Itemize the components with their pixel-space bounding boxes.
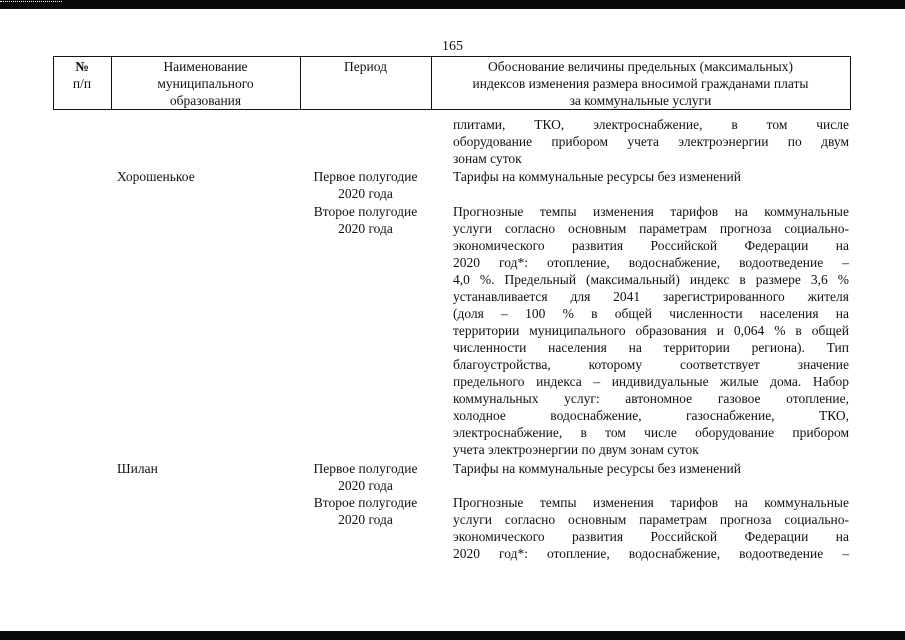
period-cell <box>300 168 431 202</box>
text-line: 2020 года <box>338 512 393 527</box>
text-line: Второе полугодие <box>313 204 418 219</box>
text-line: оборудование прибором учета электроэнергии по двум <box>453 134 849 149</box>
header-municipality <box>111 58 300 109</box>
text-line: Тарифы на коммунальные ресурсы без изменений <box>453 169 741 184</box>
text-line: 2020 год*: отопление, водоснабжение, водоотведение – <box>453 546 849 561</box>
header-number <box>53 58 111 92</box>
text-line: плитами, ТКО, электроснабжение, в том числе <box>453 117 849 132</box>
text-line: услуги согласно основным параметрам прогноза социально- <box>453 512 849 527</box>
header-divider <box>850 56 851 110</box>
header-number-abbr: п/п <box>72 76 92 91</box>
text-line: (доля – 100 % в общей численности населения на <box>453 306 849 321</box>
header-line: Обоснование величины предельных (максимальных) <box>488 59 793 74</box>
text-line: 2020 года <box>338 186 393 201</box>
basis-text <box>453 116 849 167</box>
text-line: устанавливается для 2041 зарегистрированного жителя <box>453 289 849 304</box>
basis-text <box>453 494 849 562</box>
scan-top-dots <box>0 1 62 2</box>
scan-bottom-border <box>0 631 905 640</box>
text-line: Второе полугодие <box>313 495 418 510</box>
basis-text <box>453 460 849 477</box>
text-line: Тарифы на коммунальные ресурсы без изменений <box>453 461 741 476</box>
text-line: Первое полугодие <box>313 461 418 476</box>
text-line: коммунальных услуг: автономное газовое отопление, <box>453 391 849 406</box>
text-line: экономического развития Российской Федерации на <box>453 238 849 253</box>
text-line: 2020 год*: отопление, водоснабжение, водоотведение – <box>453 255 849 270</box>
period-cell <box>300 203 431 237</box>
text-line: 2020 года <box>338 478 393 493</box>
text-line: 2020 года <box>338 221 393 236</box>
text-line: учета электроэнергии по двум зонам суток <box>453 442 699 457</box>
text-line: территории муниципального образования и 0,064 % в общей <box>453 323 849 338</box>
basis-text <box>453 168 849 185</box>
header-bottom-border <box>53 109 851 110</box>
header-line: муниципального <box>157 76 254 91</box>
header-period: Период <box>344 59 387 74</box>
period-cell <box>300 460 431 494</box>
period-cell <box>300 494 431 528</box>
text-line: холодное водоснабжение, газоснабжение, ТКО, <box>453 408 849 423</box>
text-line: предельного индекса – индивидуальные жилые дома. Набор <box>453 374 849 389</box>
table-top-border <box>53 56 851 57</box>
text-line: услуги согласно основным параметрам прогноза социально- <box>453 221 849 236</box>
municipality-name: Шилан <box>117 461 158 476</box>
text-line: Прогнозные темпы изменения тарифов на коммунальные <box>453 204 849 219</box>
header-basis <box>431 58 850 109</box>
text-line: Прогнозные темпы изменения тарифов на коммунальные <box>453 495 849 510</box>
text-line: Первое полугодие <box>313 169 418 184</box>
text-line: экономического развития Российской Федерации на <box>453 529 849 544</box>
municipality-name: Хорошенькое <box>117 169 195 184</box>
text-line: 4,0 %. Предельный (максимальный) индекс в размере 3,6 % <box>453 272 849 287</box>
scan-top-border <box>0 0 905 9</box>
header-line: индексов изменения размера вносимой гражданами платы <box>472 76 809 91</box>
text-line: электроснабжение, в том числе оборудование прибором <box>453 425 849 440</box>
basis-text <box>453 203 849 458</box>
page-number: 165 <box>442 39 463 54</box>
text-line: благоустройства, которому соответствует значение <box>453 357 849 372</box>
text-line: численности населения на территории региона). Тип <box>453 340 849 355</box>
header-line: образования <box>169 93 242 108</box>
header-number-symbol: № <box>75 59 89 74</box>
header-line: Наименование <box>163 59 248 74</box>
header-line: за коммунальные услуги <box>569 93 712 108</box>
text-line: зонам суток <box>453 151 522 166</box>
